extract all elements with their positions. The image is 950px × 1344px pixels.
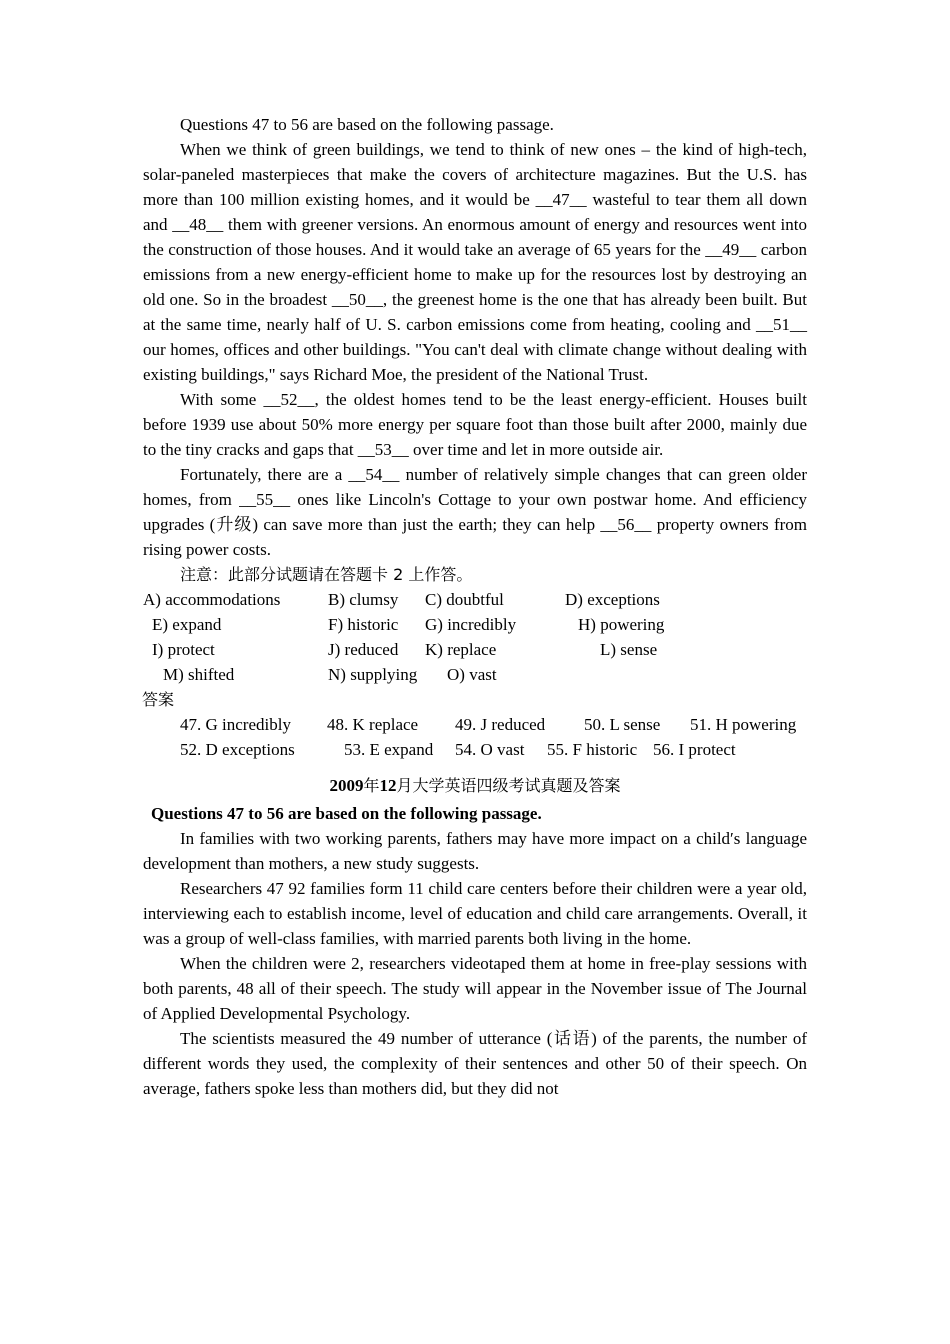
option-a[interactable]: A) accommodations xyxy=(143,590,281,609)
answers-heading-text: 答案 xyxy=(142,690,175,709)
answer-53: 53. E expand xyxy=(344,740,434,759)
answer-54: 54. O vast xyxy=(455,740,525,759)
option-f[interactable]: F) historic xyxy=(328,615,399,634)
option-c[interactable]: C) doubtful xyxy=(425,590,504,609)
answer-56: 56. I protect xyxy=(653,740,736,759)
answer-row xyxy=(143,712,807,737)
answer-49: 49. J reduced xyxy=(455,715,546,734)
option-row xyxy=(143,662,807,687)
option-i[interactable]: I) protect xyxy=(152,640,215,659)
option-d[interactable]: D) exceptions xyxy=(565,590,660,609)
answer-50: 50. L sense xyxy=(584,715,661,734)
answer-51: 51. H powering xyxy=(690,715,797,734)
option-row xyxy=(143,612,807,637)
option-row xyxy=(143,637,807,662)
answer-52: 52. D exceptions xyxy=(180,740,295,759)
option-g[interactable]: G) incredibly xyxy=(425,615,517,634)
section2-instruction: Questions 47 to 56 are based on the following passage. xyxy=(151,804,542,823)
answer-48: 48. K replace xyxy=(327,715,419,734)
exam-title-month: 12 xyxy=(379,776,397,795)
options-list xyxy=(143,587,807,687)
exam-title-year: 2009 xyxy=(329,776,364,795)
option-l[interactable]: L) sense xyxy=(600,640,658,659)
passage-paragraph-1: When we think of green buildings, we tend to think of new ones – the kind of high-tech, solar-paneled masterpieces that make the covers of architecture magazines. But the U.S. has more than 100 million existing homes, and it would be __47__ wasteful to tear them all down and __48__ them with greener versions. An enormous amount of energy and resources went into the construction of those houses. And it would take an average of 65 years for the __49__ carbon emissions from a new energy-efficient home to make up for the resources lost by destroying an old one. So in the broadest __50__, the greenest home is the one that has already been built. But at the same time, nearly half of U. S. carbon emissions come from heating, cooling and __51__ our homes, offices and other buildings. "You can't deal with climate change without dealing with existing buildings," says Richard Moe, the president of the National Trust. xyxy=(143,140,807,384)
option-h[interactable]: H) powering xyxy=(578,615,665,634)
answers-list xyxy=(143,712,807,762)
exam-note-text: 注意：此部分试题请在答题卡 2 上作答。 xyxy=(180,565,473,584)
exam-note xyxy=(143,562,807,587)
option-k[interactable]: K) replace xyxy=(425,640,497,659)
option-o[interactable]: O) vast xyxy=(447,665,497,684)
section2-paragraph-2: Researchers 47 92 families form 11 child care centers before their children were a year old, interviewing each to establish income, level of education and child care arrangements. Overall, it was a group of well-class families, with married parents both living in the home. xyxy=(143,879,807,948)
passage-paragraph-3: Fortunately, there are a __54__ number of relatively simple changes that can green older homes, from __55__ ones like Lincoln's Cottage to your own postwar home. And efficiency upgrades (升级) can save more than just the earth; they can help __56__ property owners from rising power costs. xyxy=(143,465,807,559)
option-n[interactable]: N) supplying xyxy=(328,665,418,684)
section2-paragraph-4: The scientists measured the 49 number of utterance (话语) of the parents, the number of different words they used, the complexity of their sentences and other 50 of their speech. On average, fathers spoke less than mothers did, but they did not xyxy=(143,1029,807,1098)
exam-title-cn-year: 年 xyxy=(363,776,380,795)
instruction-line: Questions 47 to 56 are based on the following passage. xyxy=(180,115,554,134)
option-b[interactable]: B) clumsy xyxy=(328,590,399,609)
answer-row xyxy=(143,737,807,762)
section2-paragraph-1: In families with two working parents, fathers may have more impact on a childʹs language development than mothers, a new study suggests. xyxy=(143,829,807,873)
answer-47: 47. G incredibly xyxy=(180,715,291,734)
option-j[interactable]: J) reduced xyxy=(328,640,399,659)
section2-paragraph-3: When the children were 2, researchers videotaped them at home in free-play sessions with both parents, 48 all of their speech. The study will appear in the November issue of The Journal of Applied Developmental Psychology. xyxy=(143,954,807,1023)
answer-55: 55. F historic xyxy=(547,740,638,759)
document-page xyxy=(143,112,807,1101)
option-row xyxy=(143,587,807,612)
option-e[interactable]: E) expand xyxy=(152,615,222,634)
passage-paragraph-2: With some __52__, the oldest homes tend to be the least energy-efficient. Houses built before 1939 use about 50% more energy per square foot than those built after 2000, mainly due to the tiny cracks and gaps that __53__ over time and let in more outside air. xyxy=(143,390,807,459)
option-m[interactable]: M) shifted xyxy=(163,665,235,684)
exam-title xyxy=(143,762,807,801)
answers-heading xyxy=(143,687,807,712)
exam-title-cn-rest: 月大学英语四级考试真题及答案 xyxy=(396,776,621,795)
